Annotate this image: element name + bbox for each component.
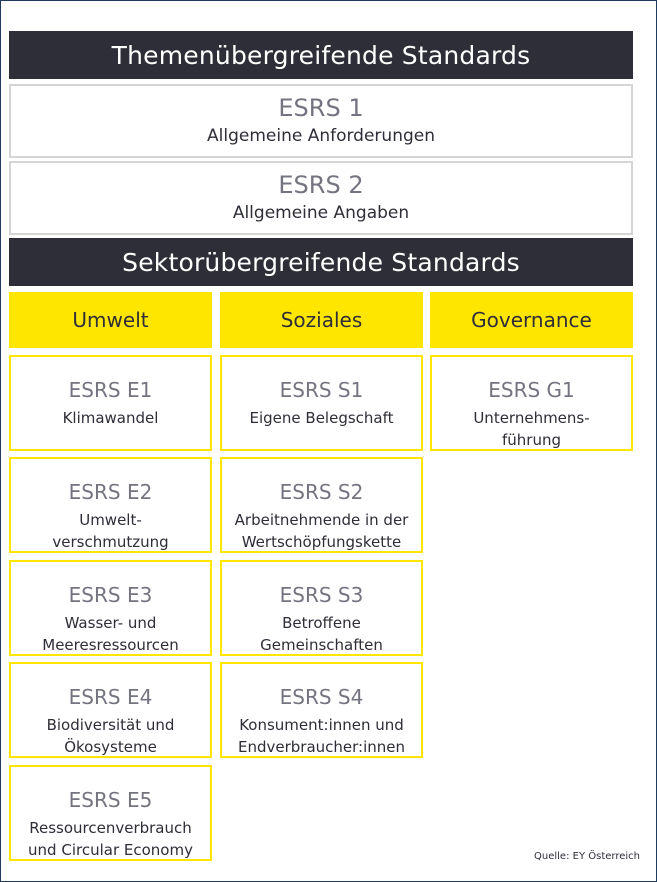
standard-box-esrs-2 [9, 161, 633, 235]
source-note: Quelle: EY Österreich [534, 851, 640, 862]
standard-code: ESRS E2 [68, 480, 153, 504]
standard-card-esrs-e4 [9, 662, 212, 758]
standard-code: ESRS E1 [68, 378, 153, 402]
standard-code: ESRS 1 [278, 94, 364, 122]
standard-code: ESRS E4 [68, 685, 153, 709]
standard-card-esrs-g1 [430, 355, 633, 451]
standard-name: Betroffene Gemeinschaften [260, 614, 383, 654]
standard-name: Biodiversität und Ökosysteme [46, 716, 175, 756]
standard-code: ESRS 2 [278, 171, 364, 199]
standard-name: Ressourcenverbrauch und Circular Economy [28, 819, 193, 859]
standard-name: Umwelt- verschmutzung [52, 511, 169, 551]
standard-code: ESRS S3 [279, 583, 364, 607]
standard-name: Konsument:innen und Endverbraucher:innen [237, 716, 406, 756]
standard-name: Wasser- und Meeresressourcen [42, 614, 179, 654]
standard-card-esrs-s4 [220, 662, 423, 758]
standard-code: ESRS S4 [279, 685, 364, 709]
standard-code: ESRS S2 [279, 480, 364, 504]
column-heading-soziales: Soziales [220, 292, 423, 348]
standard-code: ESRS S1 [279, 378, 364, 402]
standard-code: ESRS E3 [68, 583, 153, 607]
sector-agnostic-title: Sektorübergreifende Standards [9, 238, 633, 286]
standard-card-esrs-e1 [9, 355, 212, 451]
standard-card-esrs-s3 [220, 560, 423, 656]
standard-name: Arbeitnehmende in der Wertschöpfungskette [234, 511, 409, 551]
standard-card-esrs-e3 [9, 560, 212, 656]
standard-name: Eigene Belegschaft [249, 409, 394, 427]
standard-box-esrs-1 [9, 84, 633, 158]
column-heading-governance: Governance [430, 292, 633, 348]
standard-card-esrs-s2 [220, 457, 423, 553]
standard-name: Klimawandel [62, 409, 159, 427]
standard-card-esrs-s1 [220, 355, 423, 451]
standard-code: ESRS G1 [488, 378, 575, 402]
standard-name: Allgemeine Anforderungen [207, 126, 435, 146]
standard-code: ESRS E5 [68, 788, 153, 812]
standard-card-esrs-e2 [9, 457, 212, 553]
standard-card-esrs-e5 [9, 765, 212, 861]
cross-cutting-title: Themenübergreifende Standards [9, 31, 633, 79]
column-heading-umwelt: Umwelt [9, 292, 212, 348]
standard-name: Unternehmens- führung [473, 409, 590, 449]
standard-name: Allgemeine Angaben [232, 203, 410, 223]
